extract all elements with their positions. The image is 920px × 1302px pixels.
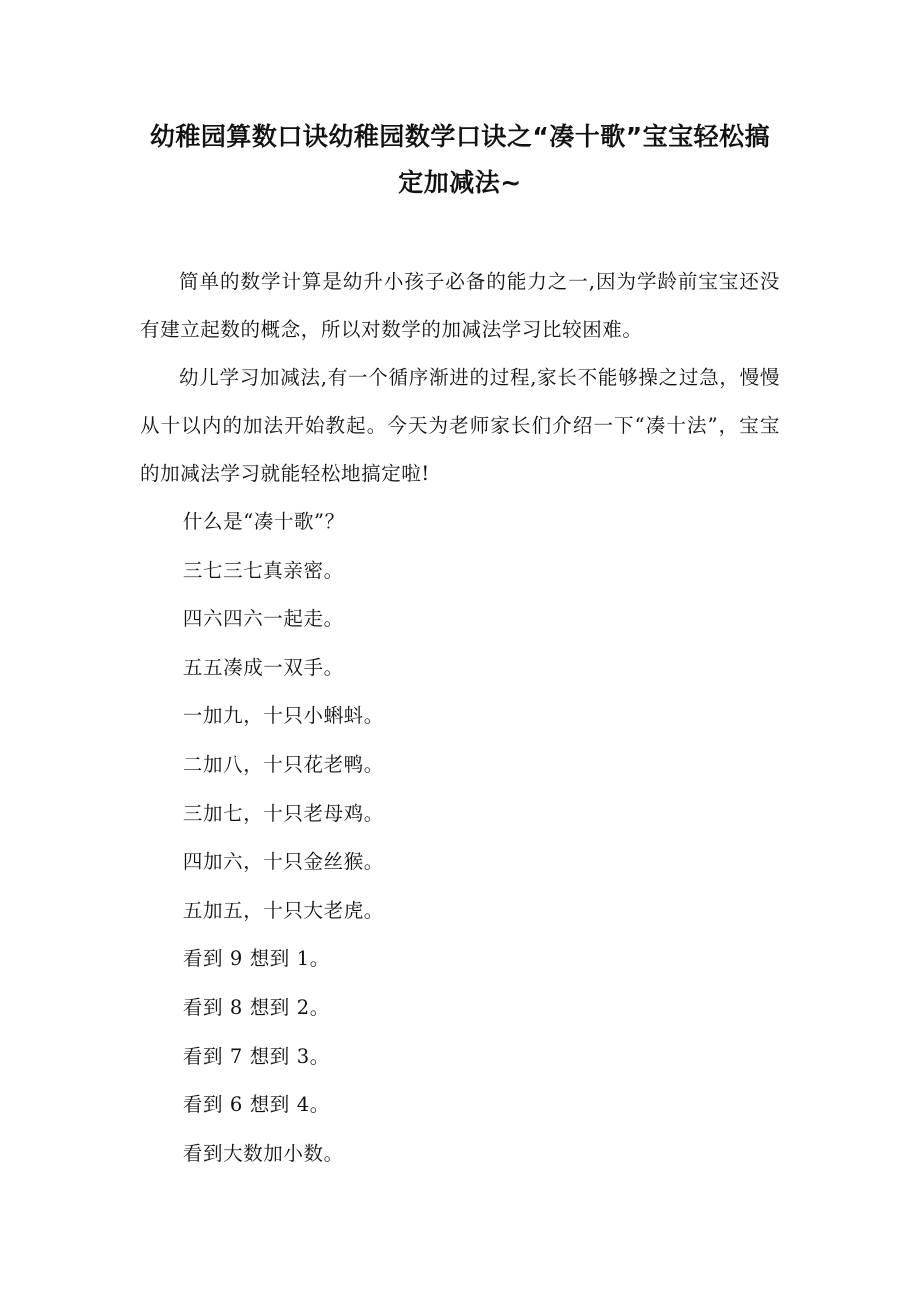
rhyme-line: 三加七，十只老母鸡。 — [182, 801, 384, 825]
rhyme-line: 看到 7 想到 3。 — [182, 1044, 330, 1068]
rhyme-line: 四六四六一起走。 — [182, 607, 344, 631]
rhyme-line: 看到 6 想到 4。 — [182, 1093, 330, 1117]
rhyme-line: 五加五，十只大老虎。 — [182, 898, 384, 922]
rhyme-line: 四加六，十只金丝猴。 — [182, 850, 384, 874]
paragraph: 幼儿学习加减法,有一个循序渐进的过程,家长不能够操之过急，慢慢从十以内的加法开始教起。今天为老师家长们介绍一下“凑十法”，宝宝的加减法学习就能轻松地搞定啦! — [140, 366, 780, 485]
rhyme-line: 什么是“凑十歌”？ — [182, 510, 345, 533]
rhyme-line: 二加八，十只花老鸭。 — [182, 752, 384, 776]
document-body — [140, 258, 780, 1178]
paragraph: 简单的数学计算是幼升小孩子必备的能力之一,因为学龄前宝宝还没有建立起数的概念，所以对数学的加减法学习比较困难。 — [140, 270, 780, 341]
rhyme-line: 一加九，十只小蝌蚪。 — [182, 704, 384, 728]
document-title: 幼稚园算数口诀幼稚园数学口诀之“凑十歌”宝宝轻松搞定加减法~ — [149, 122, 771, 197]
rhyme-line: 五五凑成一双手。 — [182, 655, 344, 679]
rhyme-line: 看到 8 想到 2。 — [182, 995, 330, 1019]
rhyme-line: 看到 9 想到 1。 — [182, 947, 330, 971]
rhyme-line: 三七三七真亲密。 — [182, 558, 344, 582]
rhyme-line: 看到大数加小数。 — [182, 1141, 344, 1165]
